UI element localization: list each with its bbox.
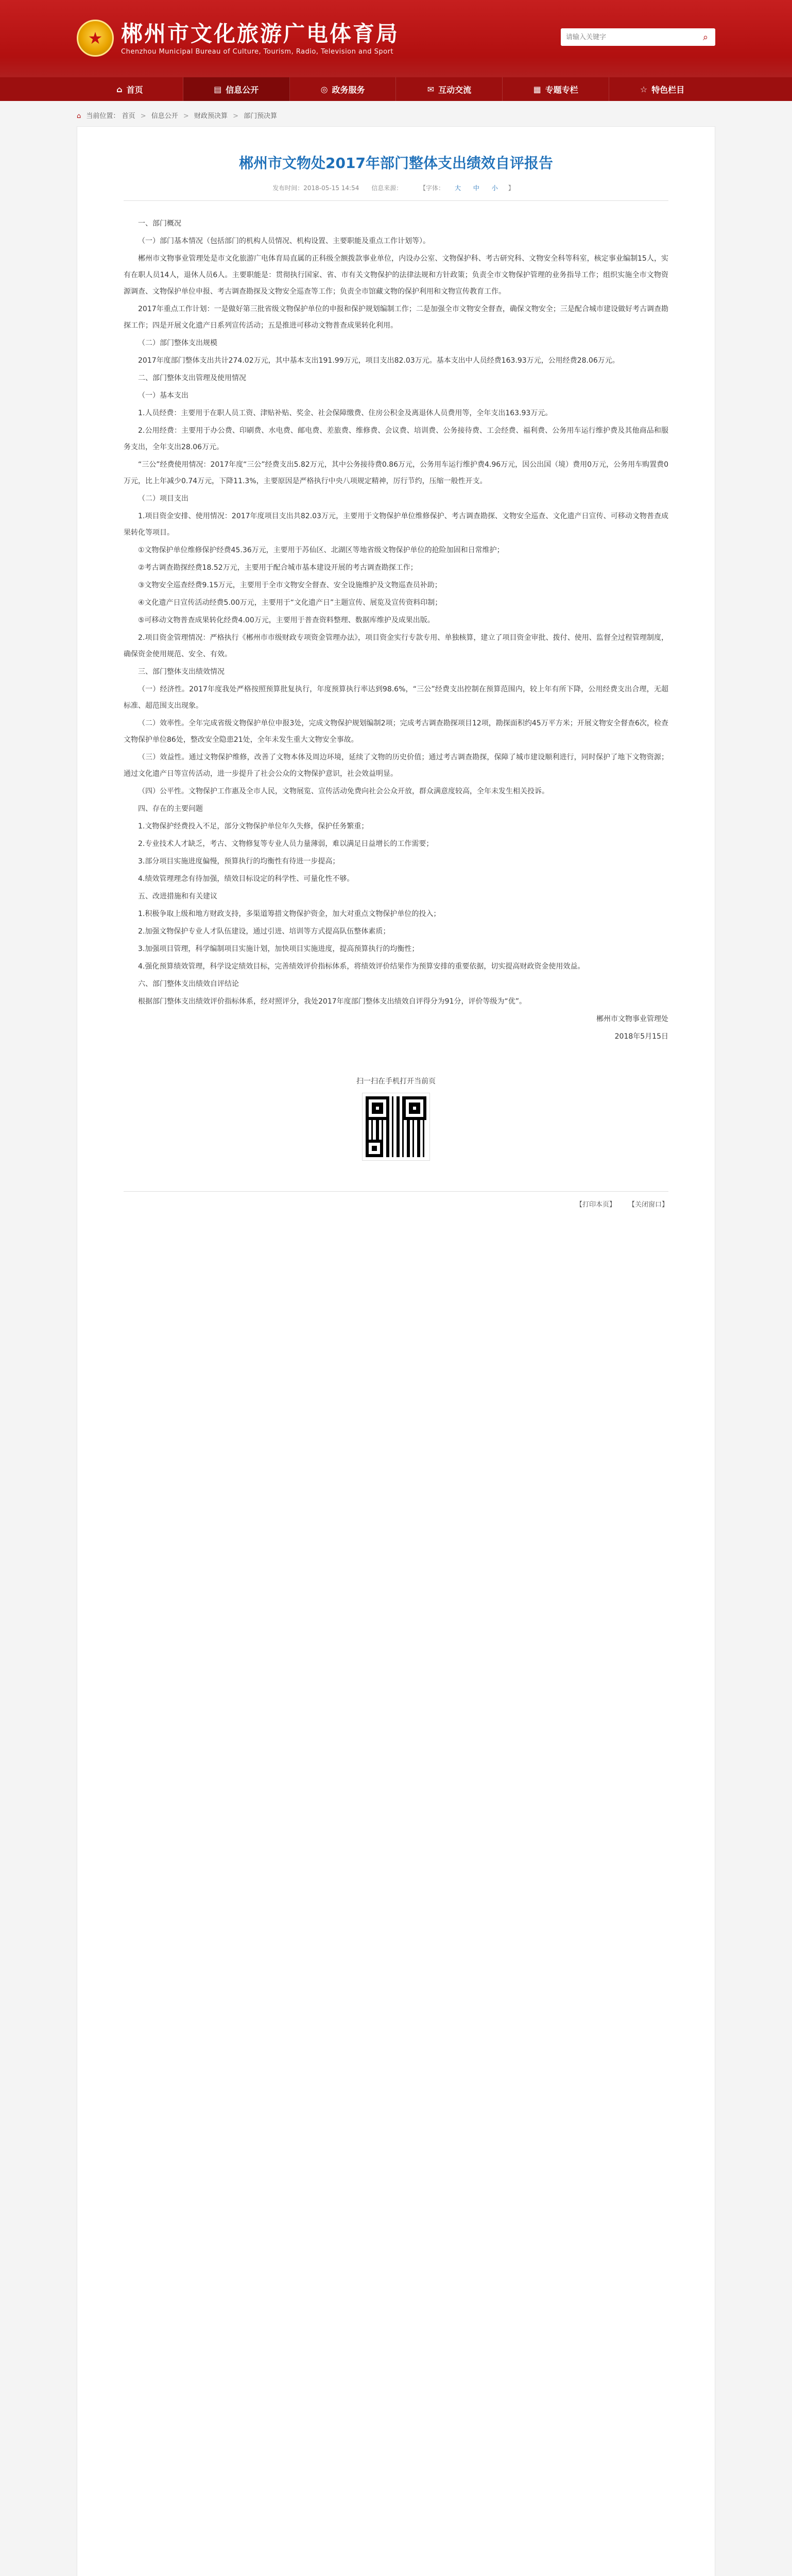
nav-featured-label: 特色栏目 [651,84,685,95]
article-paragraph: ④文化遗产日宣传活动经费5.00万元，主要用于“文化遗产日”主题宣传、展览及宣传资料印制； [138,599,442,607]
font-medium-button[interactable]: 中 [473,184,479,192]
home-icon: ⌂ [116,84,123,94]
article-paragraph: （二）项目支出 [138,495,188,503]
font-label: 【字体： [420,184,445,192]
site-title: 郴州市文化旅游广电体育局 [121,21,400,46]
article-paragraph: ①文物保护单位维修保护经费45.36万元，主要用于苏仙区、北湖区等地省级文物保护单位的抢险加固和日常维护； [138,546,504,554]
star-icon: ☆ [640,84,648,94]
qr-label: 扫一扫在手机打开当前页 [356,1077,436,1086]
article [77,126,715,2576]
location-icon: ⌂ [77,112,81,120]
article-paragraph: 三、部门整体支出绩效情况 [138,668,225,676]
site-subtitle: Chenzhou Municipal Bureau of Culture, Tourism, Radio, Television and Sport [121,47,393,56]
breadcrumb-label: 当前位置： [86,112,120,120]
info-source: 信息来源： [371,184,403,192]
article-title: 郴州市文物处2017年部门整体支出绩效自评报告 [239,155,553,172]
article-paragraph: （二）效率性。全年完成省级文物保护单位申报3处，完成文物保护规划编制2项；完成考古调查勘探项目12项，勘探面积约45万平方米；开展文物安全督查6次，检查文物保护单位86处，整改安全隐患21处，全年未发生重大文物安全事故。 [124,719,668,744]
chat-icon: ✉ [427,84,435,94]
nav-home[interactable] [77,77,183,101]
search-icon: ⌕ [702,31,709,43]
article-paragraph: （二）部门整体支出规模 [138,339,217,347]
breadcrumb [77,101,715,126]
breadcrumb-sep: > [183,112,189,120]
article-paragraph: 六、部门整体支出绩效自评结论 [138,980,239,988]
article-paragraph: 4.绩效管理理念有待加强，绩效目标设定的科学性、可量化性不够。 [138,875,354,883]
article-paragraph: 2017年重点工作计划：一是做好第三批省级文物保护单位的申报和保护规划编制工作；二是加强全市文物安全督查，确保文物安全；三是配合城市建设做好考古调查勘探工作；四是开展文化遗产日系列宣传活动；五是推进可移动文物普查成果转化利用。 [124,305,668,330]
nav-topics-label: 专题专栏 [545,84,578,95]
article-paragraph: 2.公用经费：主要用于办公费、印刷费、水电费、邮电费、差旅费、维修费、会议费、培训费、公务接待费、工会经费、福利费、公务用车运行维护费及其他商品和服务支出，全年支出28.06万元。 [124,427,668,451]
article-paragraph: 4.强化预算绩效管理，科学设定绩效目标，完善绩效评价指标体系，将绩效评价结果作为预算安排的重要依据，切实提高财政资金使用效益。 [138,962,585,971]
breadcrumb-budget[interactable]: 财政预决算 [194,112,228,120]
article-paragraph: 郴州市文物事业管理处 [596,1015,668,1023]
article-paragraph: 3.部分项目实施进度偏慢，预算执行的均衡性有待进一步提高； [138,857,340,866]
breadcrumb-sep: > [140,112,146,120]
article-paragraph: （四）公平性。文物保护工作惠及全市人民，文物展览、宣传活动免费向社会公众开放，群众满意度较高，全年未发生相关投诉。 [138,787,549,795]
article-paragraph: 3.加强项目管理，科学编制项目实施计划，加快项目实施进度，提高预算执行的均衡性； [138,945,419,953]
article-paragraph: ⑤可移动文物普查成果转化经费4.00万元，主要用于普查资料整理、数据库维护及成果出版。 [138,616,435,624]
article-paragraph: 2.专业技术人才缺乏，考古、文物修复等专业人员力量薄弱，难以满足日益增长的工作需要； [138,840,434,848]
nav-services-label: 政务服务 [332,84,365,95]
nav-services[interactable] [290,77,397,101]
article-paragraph: 四、存在的主要问题 [138,805,203,813]
breadcrumb-home[interactable]: 首页 [122,112,135,120]
article-paragraph: 2.加强文物保护专业人才队伍建设，通过引进、培训等方式提高队伍整体素质； [138,927,390,936]
info-icon: ▤ [214,84,222,94]
breadcrumb-info[interactable]: 信息公开 [151,112,178,120]
close-window-button[interactable]: 【关闭窗口】 [628,1201,668,1209]
article-paragraph: ③文物安全巡查经费9.15万元，主要用于全市文物安全督查、安全设施维护及文物巡查员补助； [138,581,442,589]
nav-interaction[interactable] [396,77,503,101]
nav-home-label: 首页 [126,84,143,95]
site-header [0,0,792,77]
article-paragraph: 2.项目资金管理情况：严格执行《郴州市市级财政专项资金管理办法》，项目资金实行专款专用、单独核算，建立了项目资金审批、拨付、使用、监督全过程管理制度，确保资金使用规范、安全、有效。 [124,634,668,658]
nav-info-open-label: 信息公开 [226,84,259,95]
breadcrumb-dept[interactable]: 部门预决算 [244,112,278,120]
nav-interaction-label: 互动交流 [438,84,472,95]
font-size-control [415,184,520,192]
column-icon: ▦ [533,84,541,94]
article-paragraph: 根据部门整体支出绩效评价指标体系，经对照评分，我处2017年度部门整体支出绩效自评得分为91分，评价等级为“优”。 [138,997,526,1006]
article-paragraph: 2017年度部门整体支出共计274.02万元，其中基本支出191.99万元，项目支出82.03万元。基本支出中人员经费163.93万元，公用经费28.06万元。 [138,357,619,365]
emblem-icon: ★ [77,20,114,57]
site-logo[interactable] [77,20,399,57]
article-paragraph: 五、改进措施和有关建议 [138,892,217,901]
article-paragraph: “三公”经费使用情况：2017年度“三公”经费支出5.82万元，其中公务接待费0.86万元，公务用车运行维护费4.96万元，因公出国（境）费用0万元，公务用车购置费0万元，比上年减少0.74万元，下降11.3%，主要原因是严格执行中央八项规定精神，厉行节约，压缩一般性开支。 [124,461,668,485]
qr-block [124,1076,668,1160]
search-button[interactable] [696,28,715,46]
breadcrumb-sep: > [233,112,239,120]
print-button[interactable]: 【打印本页】 [575,1201,616,1209]
article-body [124,215,668,1045]
qr-code-icon [363,1093,429,1160]
service-icon: ◎ [320,84,328,94]
article-paragraph: 2018年5月15日 [614,1032,668,1041]
article-paragraph: （三）效益性。通过文物保护维修，改善了文物本体及周边环境，延续了文物的历史价值；通过考古调查勘探，保障了城市建设顺利进行，同时保护了地下文物资源；通过文化遗产日等宣传活动，进一步提升了社会公众的文物保护意识，社会效益明显。 [124,753,668,778]
article-paragraph: 1.积极争取上级和地方财政支持，多渠道筹措文物保护资金，加大对重点文物保护单位的投入； [138,910,441,918]
article-paragraph: （一）部门基本情况（包括部门的机构人员情况、机构设置、主要职能及重点工作计划等）。 [138,237,430,245]
nav-info-open[interactable] [183,77,290,101]
publish-date: 发布时间：2018-05-15 14:54 [272,184,359,192]
article-paragraph: 1.项目资金安排、使用情况：2017年度项目支出共82.03万元，主要用于文物保护单位维修保护、考古调查勘探、文物安全巡查、文化遗产日宣传、可移动文物普查成果转化等项目。 [124,512,668,537]
nav-featured[interactable] [609,77,715,101]
search-box [561,28,715,46]
article-paragraph: 1.文物保护经费投入不足，部分文物保护单位年久失修，保护任务繁重； [138,822,369,831]
article-paragraph: 1.人员经费：主要用于在职人员工资、津贴补贴、奖金、社会保障缴费、住房公积金及离退休人员费用等，全年支出163.93万元。 [138,409,553,417]
font-end: 】 [508,184,514,192]
article-paragraph: （一）经济性。2017年度我处严格按照预算批复执行，年度预算执行率达到98.6%，“三公”经费支出控制在预算范围内，较上年有所下降，公用经费支出合理，无超标准、超范围支出现象。 [124,685,668,710]
main-nav [0,77,792,101]
article-paragraph: 二、部门整体支出管理及使用情况 [138,374,246,382]
search-input[interactable] [561,28,696,46]
article-paragraph: ②考古调查勘探经费18.52万元，主要用于配合城市基本建设开展的考古调查勘探工作； [138,564,418,572]
article-paragraph: 郴州市文物事业管理处是市文化旅游广电体育局直属的正科级全额拨款事业单位，内设办公室、文物保护科、考古研究科、文物安全科等科室，核定事业编制15人，实有在职人员14人，退休人员6人。主要职能是：贯彻执行国家、省、市有关文物保护的法律法规和方针政策；负责全市文物保护管理的业务指导工作；组织实施全市文物资源调查、文物保护单位申报、考古调查勘探及文物安全巡查等工作；负责全市馆藏文物的保护利用和文物宣传教育工作。 [124,255,668,296]
article-paragraph: 一、部门概况 [138,219,181,228]
article-tools [124,1191,668,1209]
article-meta [124,183,668,201]
font-large-button[interactable]: 大 [455,184,461,192]
article-paragraph: （一）基本支出 [138,392,188,400]
font-small-button[interactable]: 小 [491,184,498,192]
nav-topics[interactable] [503,77,609,101]
